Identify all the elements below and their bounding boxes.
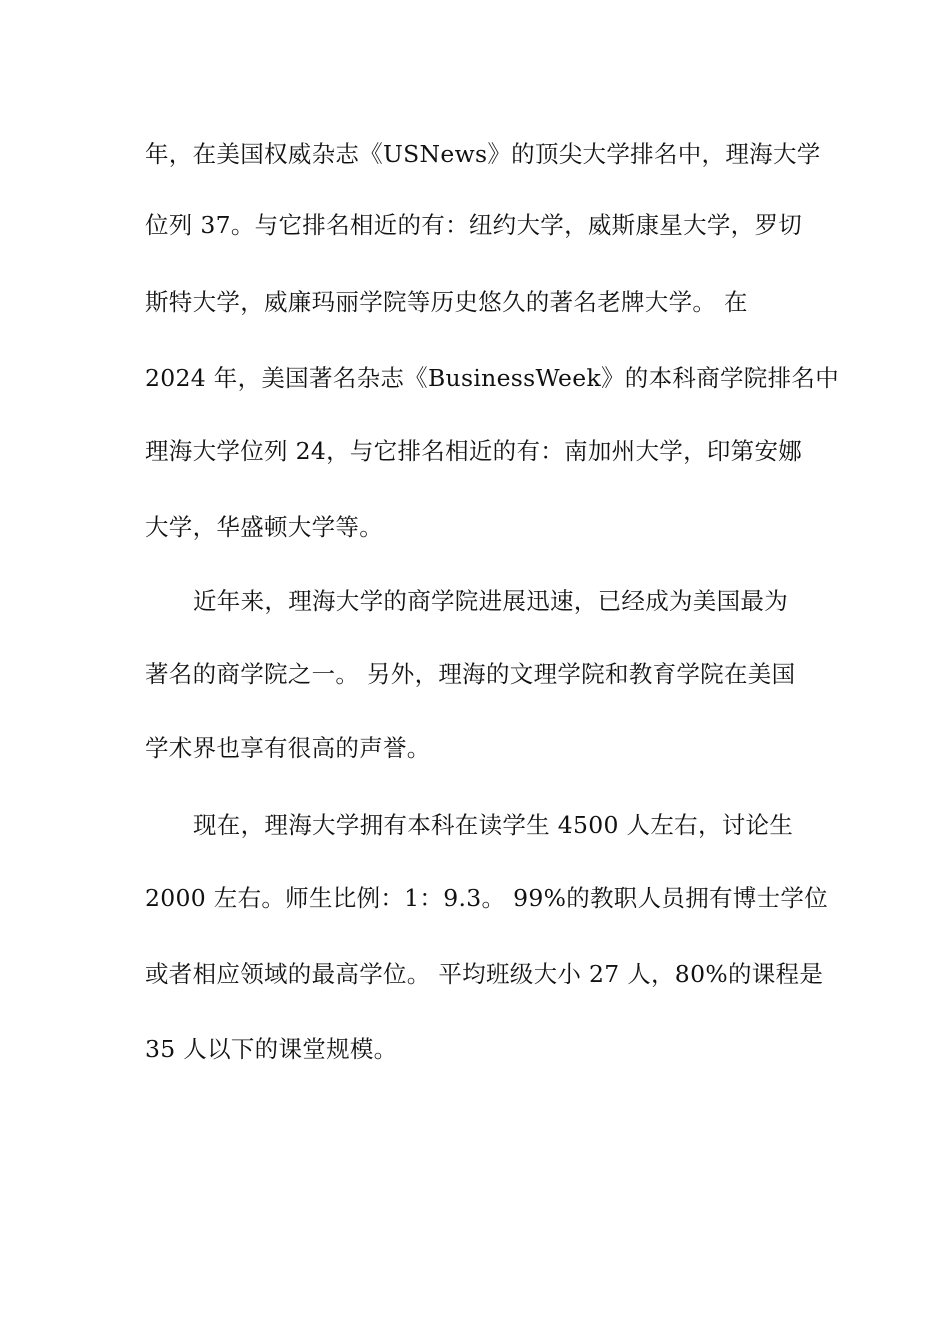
- text-line: 35 人以下的课堂规模。: [145, 1035, 398, 1063]
- paragraph-start-line: 近年来，理海大学的商学院进展迅速，已经成为美国最为: [193, 587, 788, 615]
- text-line: 著名的商学院之一。 另外，理海的文理学院和教育学院在美国: [145, 660, 796, 688]
- text-line: 大学，华盛顿大学等。: [145, 513, 383, 541]
- text-line: 位列 37。与它排名相近的有：纽约大学，威斯康星大学，罗切: [145, 211, 803, 239]
- text-line: 年，在美国权威杂志《USNews》的顶尖大学排名中，理海大学: [145, 140, 821, 168]
- text-line: 2024 年，美国著名杂志《BusinessWeek》的本科商学院排名中: [145, 364, 840, 392]
- paragraph-start-line: 现在，理海大学拥有本科在读学生 4500 人左右，讨论生: [193, 811, 794, 839]
- text-line: 或者相应领域的最高学位。 平均班级大小 27 人，80%的课程是: [145, 960, 824, 988]
- text-line: 2000 左右。师生比例：1：9.3。 99%的教职人员拥有博士学位: [145, 884, 829, 912]
- text-line: 学术界也享有很高的声誉。: [145, 734, 431, 762]
- text-line: 斯特大学，威廉玛丽学院等历史悠久的著名老牌大学。 在: [145, 288, 748, 316]
- text-line: 理海大学位列 24，与它排名相近的有：南加州大学，印第安娜: [145, 437, 803, 465]
